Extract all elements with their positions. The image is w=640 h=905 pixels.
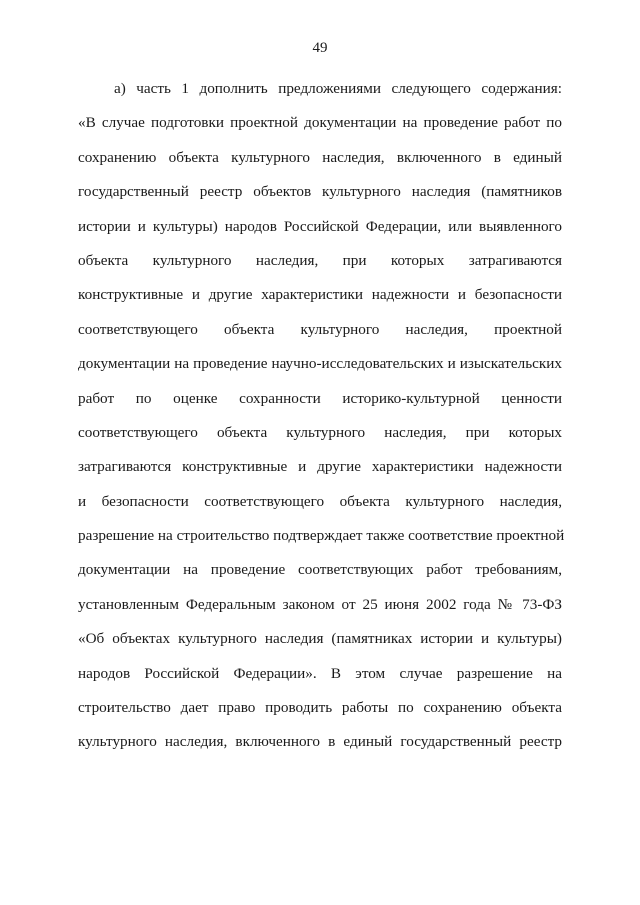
text-line: установленным Федеральным законом от 25 июня 2002 года № 73-ФЗ [78, 595, 562, 613]
page-number: 49 [312, 40, 328, 56]
text-line: народов Российской Федерации». В этом случае разрешение на [78, 664, 562, 682]
text-line: культурного наследия, включенного в единый государственный реестр [78, 733, 562, 751]
text-line: «В случае подготовки проектной документации на проведение работ по [78, 114, 562, 132]
text-line: документации на проведение соответствующих работ требованиям, [78, 561, 562, 579]
text-line: соответствующего объекта культурного наследия, при которых [78, 423, 562, 441]
text-line: конструктивные и другие характеристики надежности и безопасности [78, 286, 562, 304]
text-line: государственный реестр объектов культурного наследия (памятников [78, 183, 562, 201]
text-line: разрешение на строительство подтверждает также соответствие проектной [78, 527, 565, 545]
document-body [78, 78, 565, 766]
text-line: «Об объектах культурного наследия (памятниках истории и культуры) [78, 630, 562, 648]
text-line: работ по оценке сохранности историко-культурной ценности [78, 389, 562, 407]
text-line: строительство дает право проводить работы по сохранению объекта [78, 699, 562, 717]
text-line: соответствующего объекта культурного наследия, проектной [78, 320, 562, 338]
text-line: сохранению объекта культурного наследия, включенного в единый [78, 148, 562, 166]
text-line: объекта культурного наследия, при которых затрагиваются [78, 251, 562, 269]
text-line: и безопасности соответствующего объекта культурного наследия, [78, 492, 562, 510]
text-line: затрагиваются конструктивные и другие характеристики надежности [78, 458, 562, 476]
text-line: истории и культуры) народов Российской Федерации, или выявленного [78, 217, 562, 235]
text-line: а) часть 1 дополнить предложениями следующего содержания: [114, 80, 562, 97]
text-line: документации на проведение научно-исследовательских и изыскательских [78, 355, 562, 373]
